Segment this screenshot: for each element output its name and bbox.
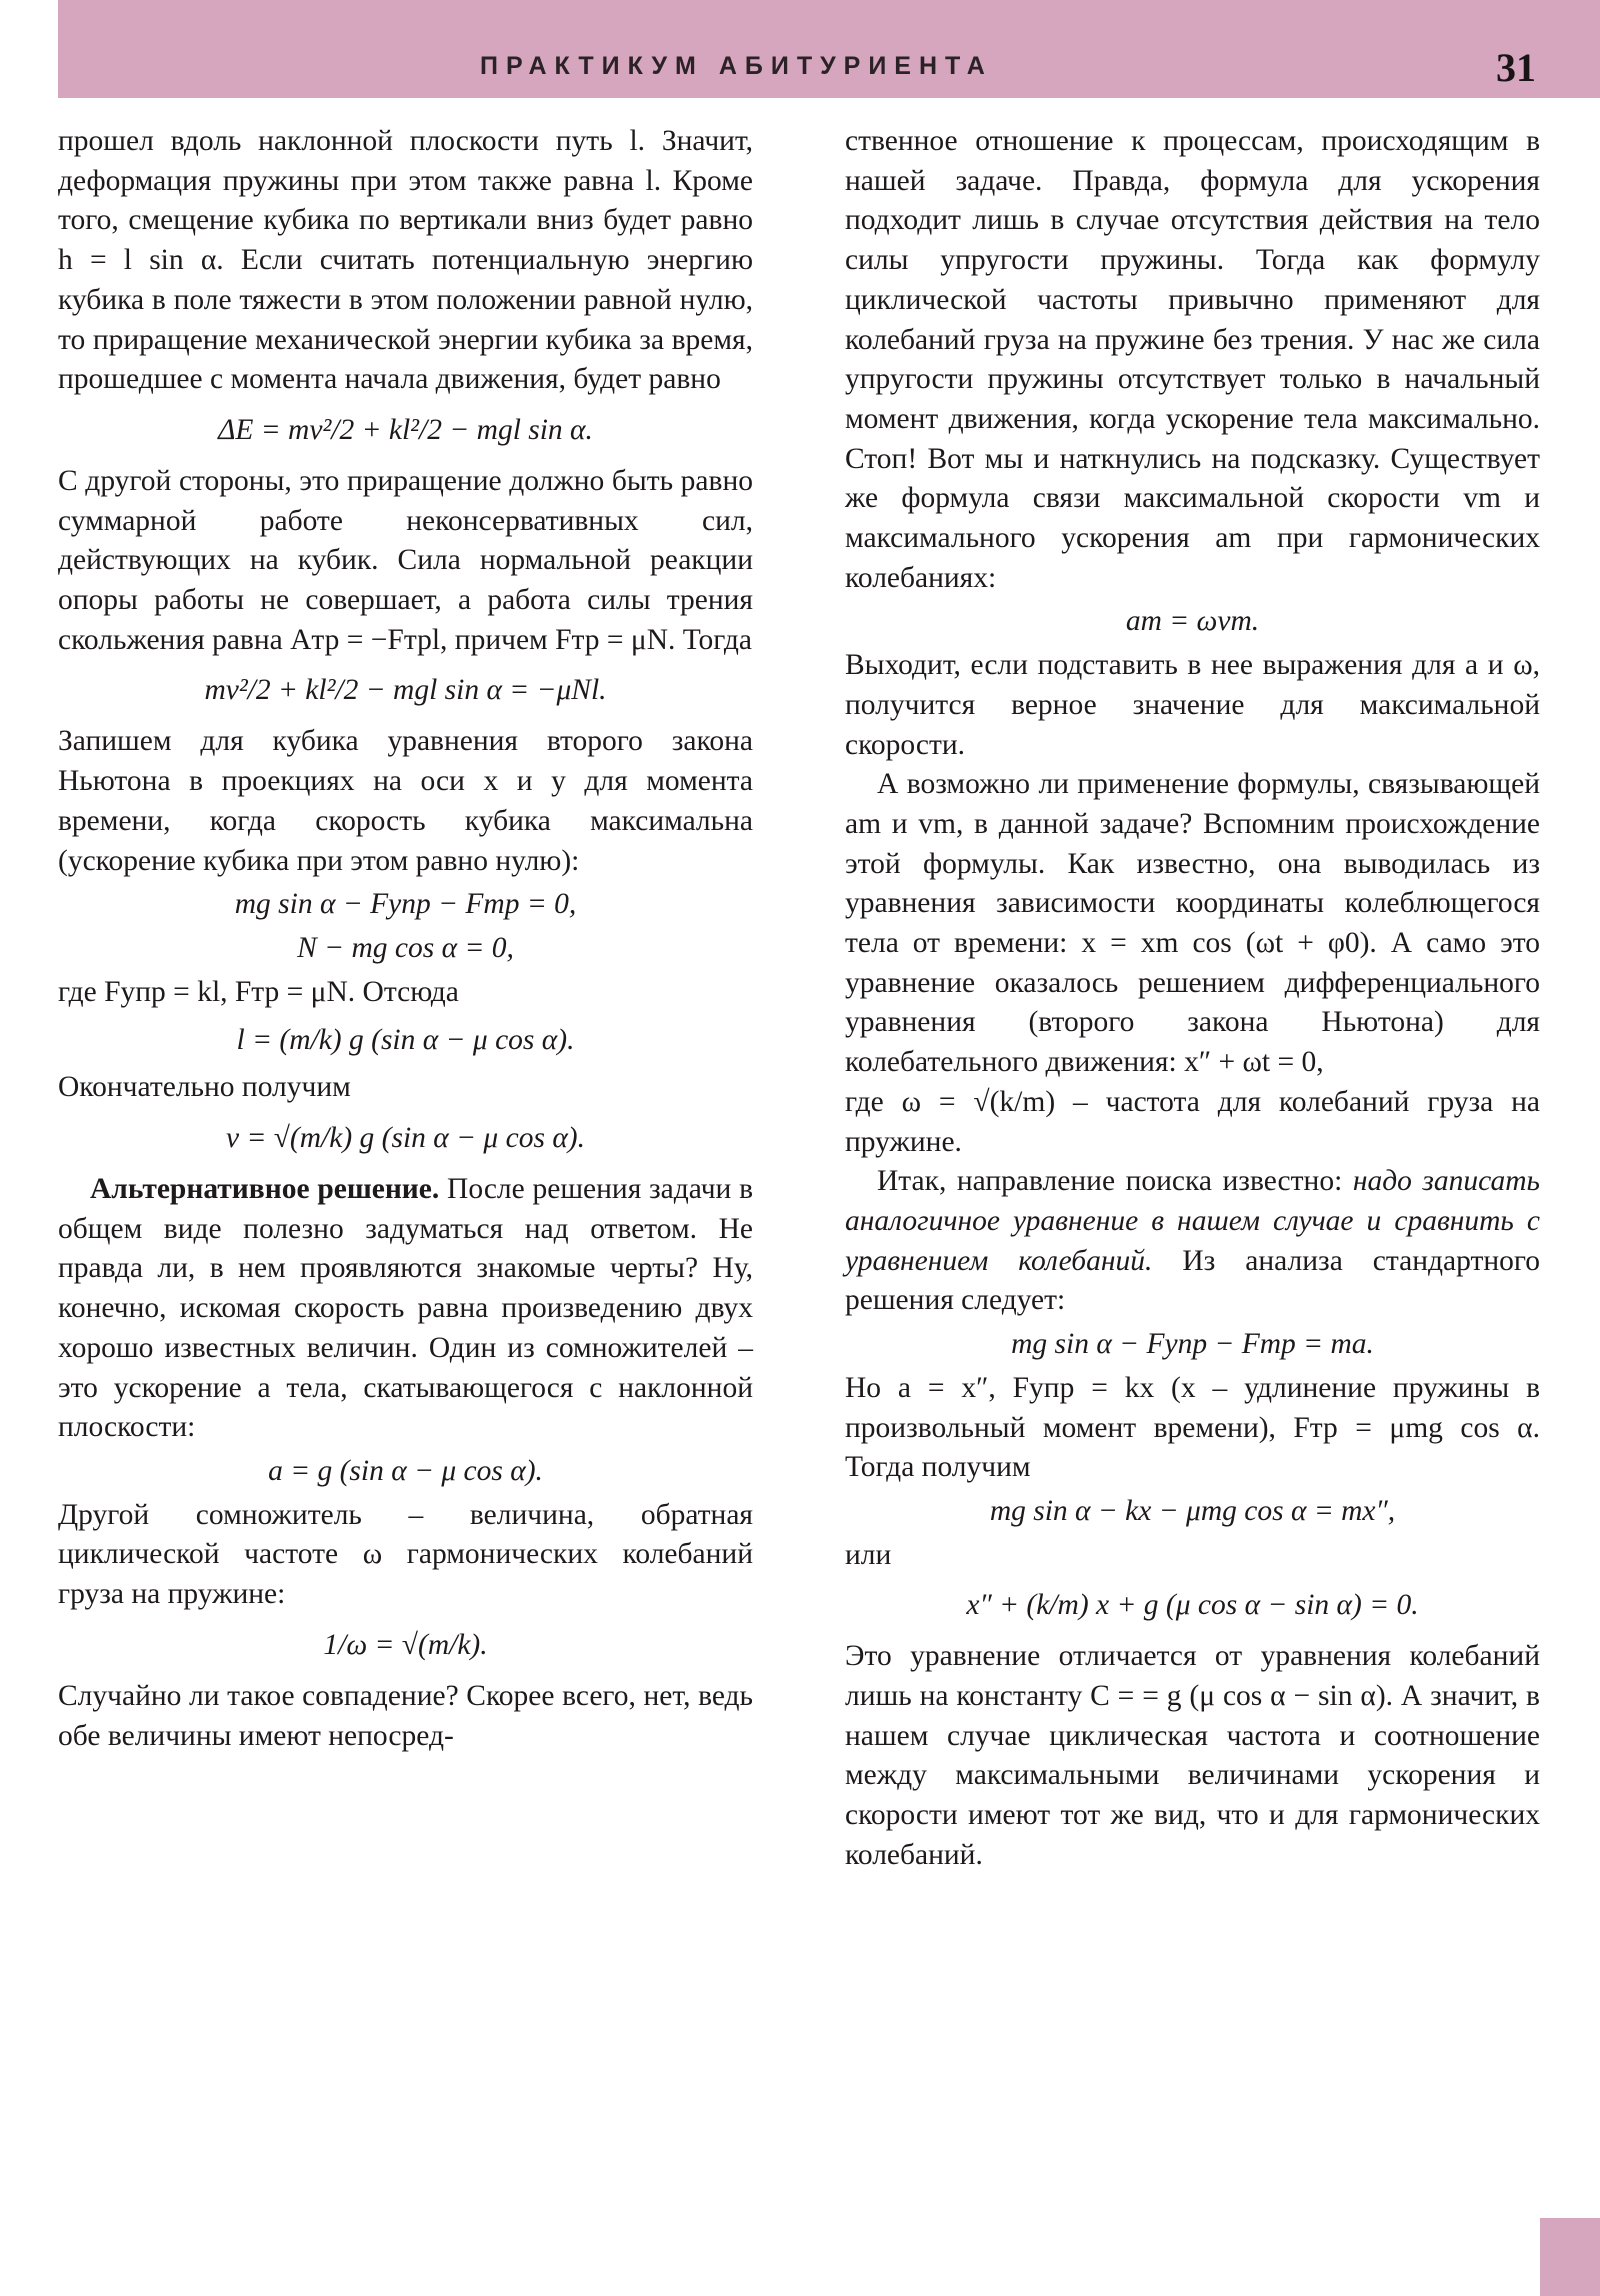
paragraph: Но a = x″, Fупр = kx (x – удлинение пружины в произвольный момент времени), Fтр = μmg cos α. Тогда получим xyxy=(845,1371,1540,1484)
emphasized-text: надо записать аналогичное уравнение в нашем случае и сравнить с уравнением колебаний. xyxy=(845,1165,1540,1277)
formula-newton-y: N − mg cos α = 0, xyxy=(297,931,514,964)
paragraph: Это уравнение отличается от уравнения колебаний лишь на константу C = = g (μ cos α − sin α). А значит, в нашем случае циклическая частота и соотношение между максимальными величинами ускорения и скорости имеют тот же вид, что и для гармонических колебаний. xyxy=(845,1640,1540,1871)
formula-substituted: mg sin α − kx − μmg cos α = mx″, xyxy=(989,1494,1396,1527)
paragraph: Выходит, если подставить в нее выражения для a и ω, получится верное значение для максимальной скорости. xyxy=(845,649,1540,761)
formula-standard-solution: mg sin α − Fупр − Fтр = ma. xyxy=(1011,1328,1374,1361)
paragraph: Запишем для кубика уравнения второго закона Ньютона в проекциях на оси x и y для момента времени, когда скорость кубика максимальна (ускорение кубика при этом равно нулю): xyxy=(58,725,753,877)
paragraph: прошел вдоль наклонной плоскости путь l. Значит, деформация пружины при этом также равна l. Кроме того, смещение кубика по вертикали вниз будет равно h = l sin α. Если считать потенциальную энергию кубика в поле тяжести в этом положении равной нулю, то приращение механической энергии кубика за время, прошедшее с момента начала движения, будет равно xyxy=(58,125,753,396)
paragraph: Окончательно получим xyxy=(58,1071,351,1104)
paragraph-alternative-solution xyxy=(58,1170,753,1448)
formula-deformation: l = (m/k) g (sin α − μ cos α). xyxy=(236,1024,575,1057)
corner-tab xyxy=(1540,2218,1600,2296)
paragraph-text: После решения задачи в общем виде полезно задуматься над ответом. Не правда ли, в нем проявляются знакомые черты? Ну, конечно, искомая скорость равна произведению двух хорошо известных величин. Один из сомножителей – это ускорение a тела, скатывающегося с наклонной плоскости: xyxy=(58,1173,753,1444)
running-header-title: ПРАКТИКУМ АБИТУРИЕНТА xyxy=(480,52,993,80)
right-column xyxy=(845,122,1540,1876)
paragraph: А возможно ли применение формулы, связывающей am и vm, в данной задаче? Вспомним происхождение этой формулы. Как известно, она выводилась из уравнения зависимости координаты колеблющегося тела от времени: x = xm cos (ωt + φ0). А само это уравнение оказалось решением дифференциального уравнения (второго закона Ньютона) для колебательного движения: x″ + ωt = 0, xyxy=(845,768,1540,1079)
left-column xyxy=(58,122,753,1756)
header-band xyxy=(58,0,1600,98)
formula-energy-change: ΔE = mv²/2 + kl²/2 − mgl sin α. xyxy=(218,413,593,446)
paragraph: где Fупр = kl, Fтр = μN. Отсюда xyxy=(58,975,459,1008)
formula-newton-x: mg sin α − Fупр − Fтр = 0, xyxy=(234,888,577,921)
paragraph: Случайно ли такое совпадение? Скорее всего, нет, ведь обе величины имеют непосред- xyxy=(58,1679,753,1752)
alternative-solution-heading: Альтернативное решение. xyxy=(90,1173,440,1206)
formula-acceleration: a = g (sin α − μ cos α). xyxy=(268,1454,543,1487)
formula-velocity: v = √(m/k) g (sin α − μ cos α). xyxy=(225,1122,585,1155)
paragraph: С другой стороны, это приращение должно быть равно суммарной работе неконсервативных сил, действующих на кубик. Сила нормальной реакции опоры работы не совершает, а работа силы трения скольжения равна Aтр = −Fтрl, причем Fтр = μN. Тогда xyxy=(58,464,753,656)
paragraph-text: Из анализа стандартного решения следует: xyxy=(845,1244,1540,1317)
formula-oscillation-equation: x″ + (k/m) x + g (μ cos α − sin α) = 0. xyxy=(966,1589,1419,1622)
formula-work-energy: mv²/2 + kl²/2 − mgl sin α = −μNl. xyxy=(204,674,607,707)
paragraph: где ω = √(k/m) – частота для колебаний груза на пружине. xyxy=(845,1085,1540,1158)
paragraph: Другой сомножитель – величина, обратная циклической частоте ω гармонических колебаний груза на пружине: xyxy=(58,1498,753,1611)
paragraph: ственное отношение к процессам, происходящим в нашей задаче. Правда, формула для ускорения подходит лишь в случае отсутствия действия на тело силы упругости пружины. Тогда как формулу циклической частоты привычно применяют для колебаний груза на пружине без трения. У нас же сила упругости пружины отсутствует только в начальный момент движения, когда ускорение тела максимально. Стоп! Вот мы и наткнулись на подсказку. Существует же формула связи максимальной скорости vm и максимального ускорения am при гармонических колебаниях: xyxy=(845,125,1540,594)
paragraph-text: Итак, направление поиска известно: xyxy=(877,1165,1343,1198)
formula-max-acceleration: am = ωvm. xyxy=(1125,605,1260,638)
page-number: 31 xyxy=(1496,45,1536,90)
paragraph: или xyxy=(845,1538,892,1571)
paragraph-search-direction xyxy=(845,1162,1540,1321)
formula-inverse-omega: 1/ω = √(m/k). xyxy=(323,1628,488,1661)
